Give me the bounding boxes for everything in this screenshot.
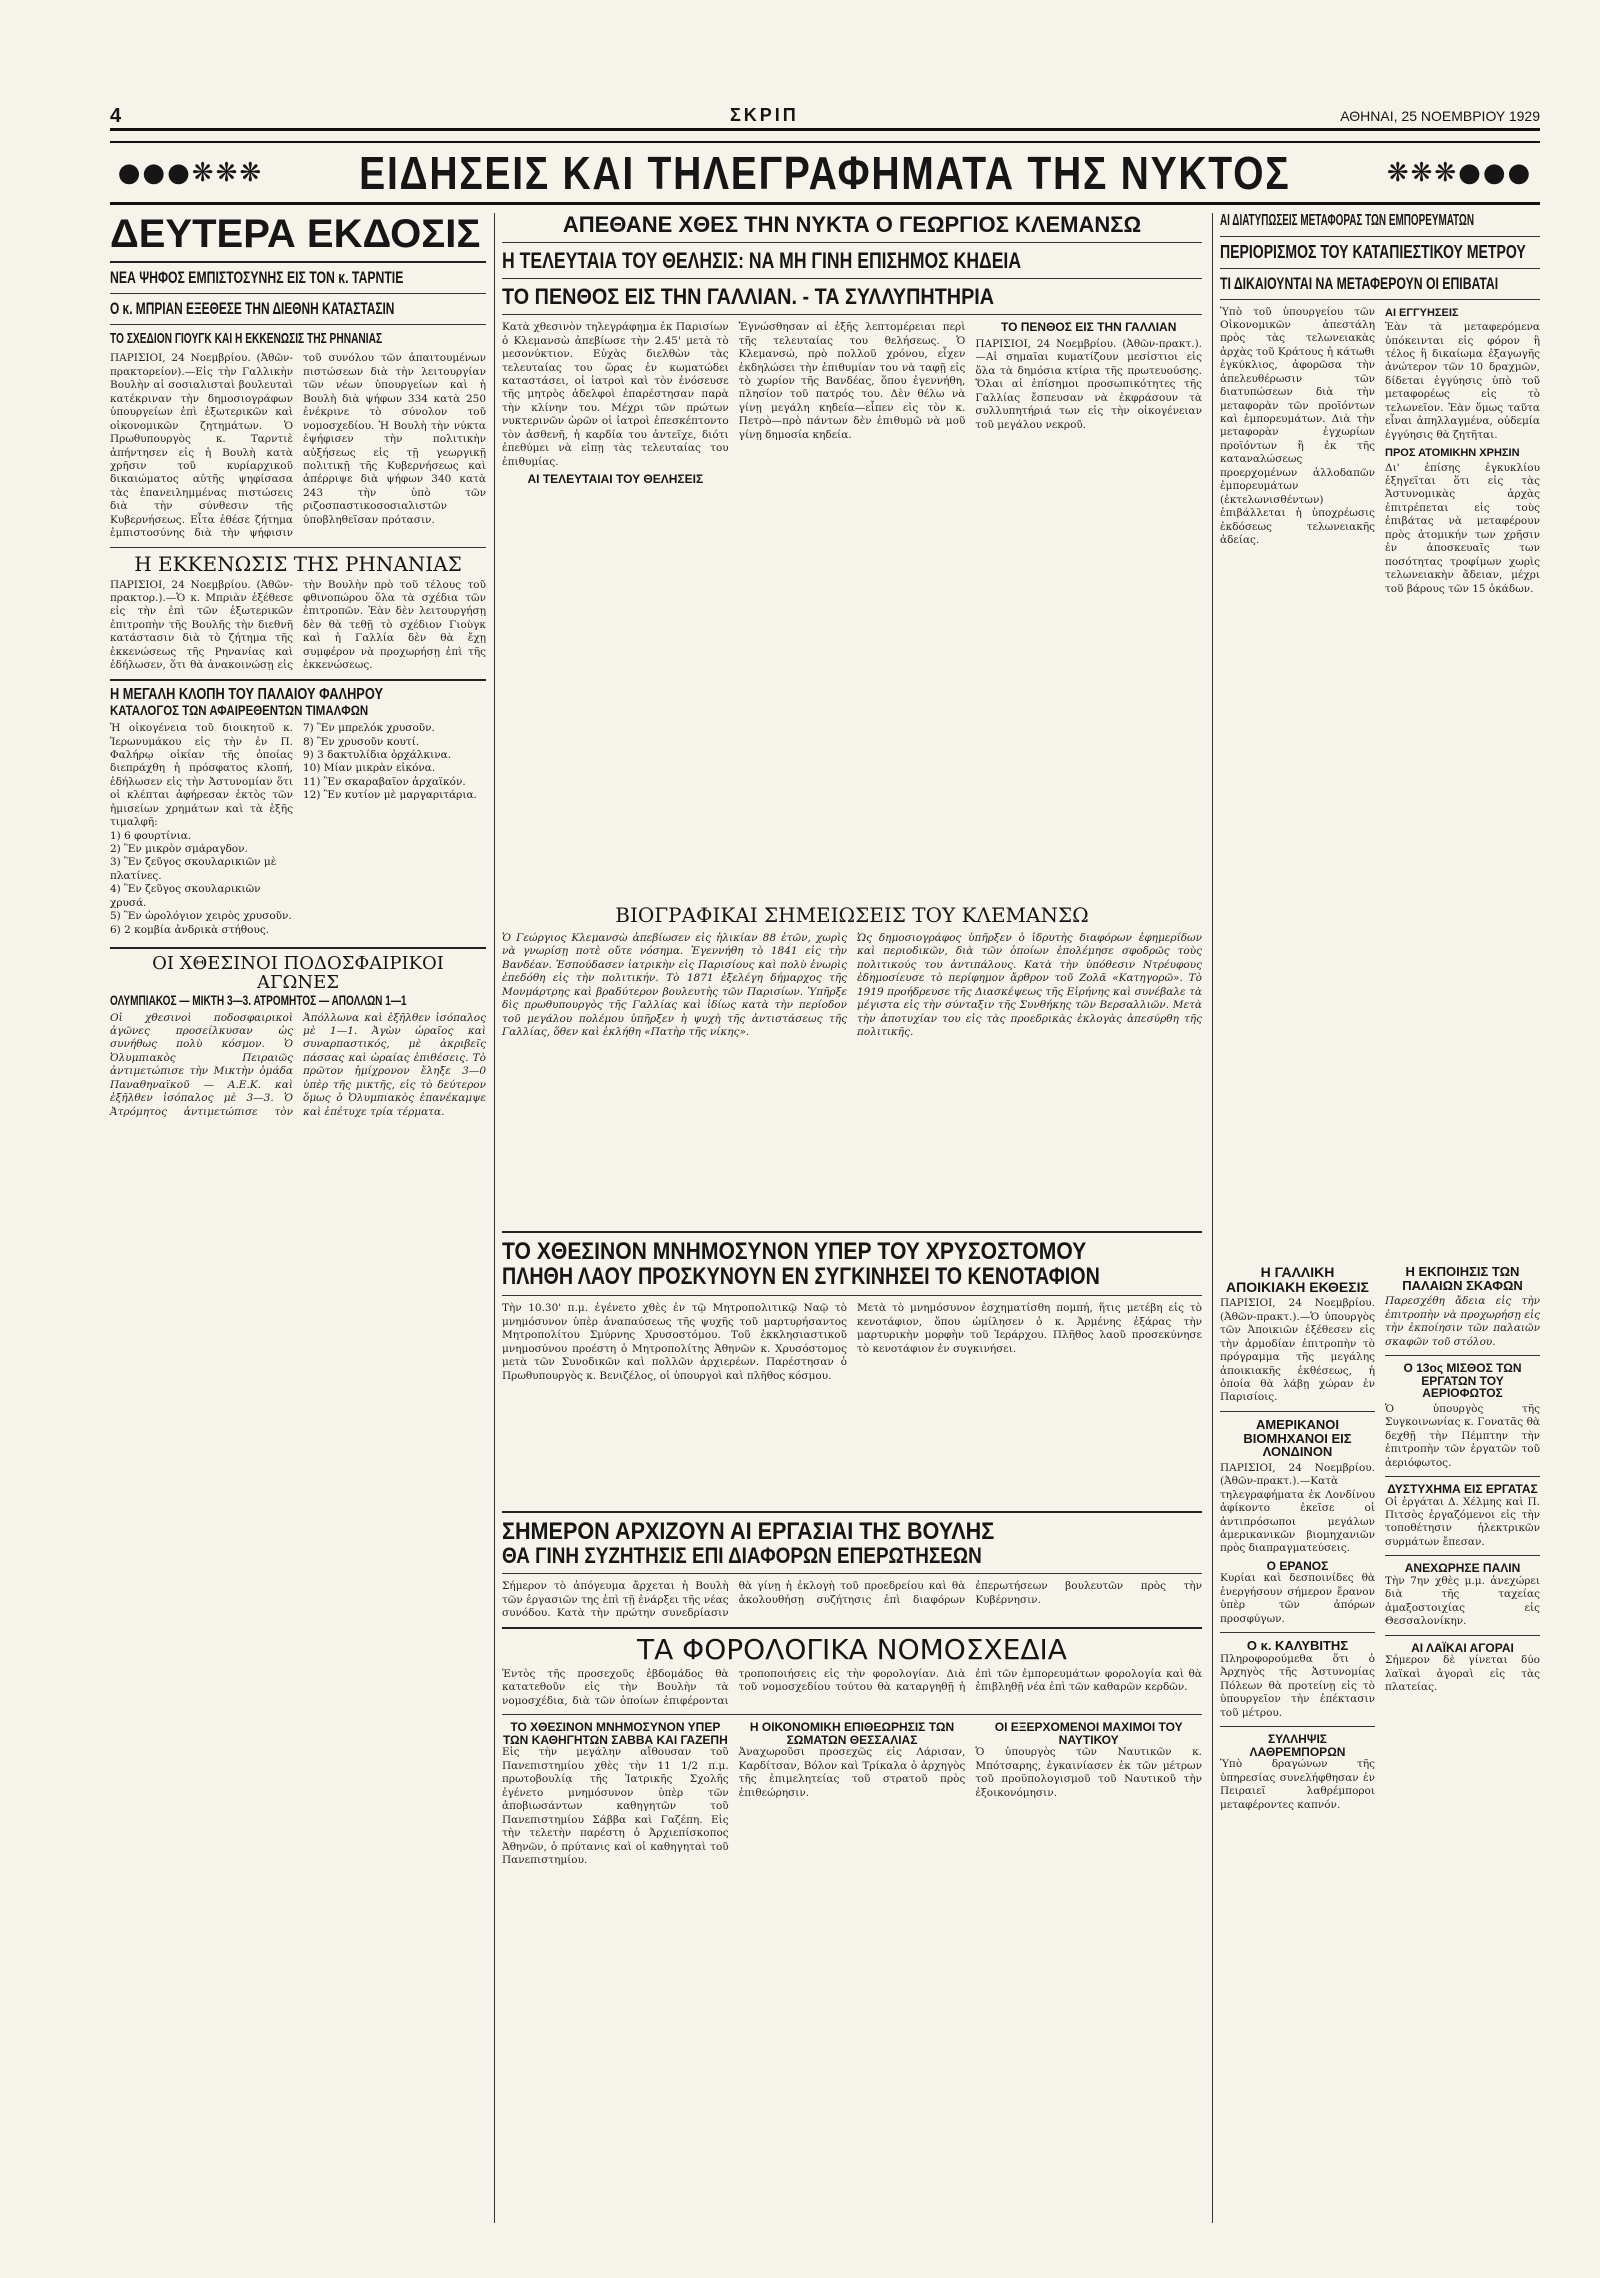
article-headline: ΑΜΕΡΙΚΑΝΟΙ ΒΙΟΜΗΧΑΝΟΙ ΕΙΣ ΛΟΝΔΙΝΟΝ	[1243, 1416, 1352, 1460]
article-headline: Η ΟΙΚΟΝΟΜΙΚΗ ΕΠΙΘΕΩΡΗΣΙΣ ΤΩΝ ΣΩΜΑΤΩΝ ΘΕΣΣΑΛΙΑΣ	[749, 1720, 955, 1747]
column-right-lower	[1220, 1265, 1540, 2215]
article-body: Ἐντὸς τῆς προσεχοῦς ἑβδομάδος θὰ κατατεθοῦν εἰς τὴν Βουλὴν τὰ νομοσχέδια, διὰ τῶν ὁποίων ἐπιφέρονται τροποποιήσεις εἰς τὴν φορολογίαν. Διὰ τοῦ νομοσχεδίου τούτου θὰ καταργηθῇ ἡ ἐπὶ τῶν ἐμπορευμάτων φορολογία καὶ θὰ ἐπιβληθῇ νέα ἐπὶ τῶν καθαρῶν κερδῶν.	[502, 1667, 1202, 1707]
article-body: Ὁ Γεώργιος Κλεμανσὼ ἀπεβίωσεν εἰς ἡλικίαν 88 ἐτῶν, χωρὶς νὰ γνωρίσῃ ποτὲ οὔτε νόσημα. Ἐγεννήθη τὸ 1841 εἰς τὴν Βανδέαν. Ἐσπούδασεν ἰατρικὴν εἰς Παρισίους καὶ πολὺ ἐνωρὶς ἐπεδόθη εἰς τὴν πολιτικήν. Τὸ 1871 ἐξελέγη δήμαρχος τῆς Μονμάρτρης καὶ βραδύτερον βουλευτὴς τῶν Παρισίων. Ὑπῆρξε δὶς πρωθυπουργὸς τῆς Γαλλίας καὶ ἰδίως κατὰ τὴν περίοδον τοῦ μεγάλου πολέμου ὑπῆρξεν ἡ ψυχὴ τῆς ἀντιστάσεως τῆς Γαλλίας, ὅθεν καὶ ἐκλήθη «Πατὴρ τῆς νίκης».	[502, 932, 847, 1039]
article-body: Οἱ χθεσινοὶ ποδοσφαιρικοὶ ἀγῶνες προσείλκυσαν ὡς συνήθως πολὺ κόσμον. Ὁ Ὀλυμπιακὸς Πειραιῶς ἀντιμετώπισε τὴν Μικτὴν ὁμάδα Παναθηναϊκοῦ — Α.Ε.Κ. καὶ ἐξῆλθεν ἰσόπαλος μὲ 3—3. Ὁ Ἀτρόμητος ἀντιμετώπισε τὸν Ἀπόλλωνα καὶ ἐξῆλθεν ἰσόπαλος μὲ 1—1. Ἀγὼν ὡραῖος καὶ συναρπαστικός, μὲ ἀκριβεῖς πάσσας καὶ ὡραίας ἐπιθέσεις. Τὸ πρῶτον ἡμίχρονον ἔληξε 3—0 ὑπὲρ τῆς μικτῆς, εἰς τὸ δεύτερον ὅμως ὁ Ὀλυμπιακὸς ἐπανέκαμψε καὶ ἐπέτυχε τρία τέρματα.	[110, 1011, 486, 1118]
article-subheadline: ΤΟ ΣΧΕΔΙΟΝ ΓΙΟΥΓΚ ΚΑΙ Η ΕΚΚΕΝΩΣΙΣ ΤΗΣ ΡΗΝΑΝΙΑΣ	[110, 329, 383, 347]
section-banner	[110, 141, 1540, 205]
list-item: 8) Ἓν χρυσοῦν κουτί.	[303, 735, 420, 748]
section-heading: ΑΙ ΕΓΓΥΗΣΕΙΣ	[1385, 306, 1459, 319]
article-headline: Η ΓΑΛΛΙΚΗ ΑΠΟΙΚΙΑΚΗ ΕΚΘΕΣΙΣ	[1226, 1264, 1369, 1295]
list-item: 12) Ἓν κυτίον μὲ μαργαριτάρια.	[303, 789, 477, 802]
article-headline: ΒΙΟΓΡΑΦΙΚΑΙ ΣΗΜΕΙΩΣΕΙΣ ΤΟΥ ΚΛΕΜΑΝΣΩ	[615, 903, 1089, 927]
article-headline: ΑΙ ΛΑΪΚΑΙ ΑΓΟΡΑΙ	[1411, 1640, 1514, 1655]
article-body: Ὑπὸ τοῦ ὑπουργείου τῶν Οἰκονομικῶν ἀπεστάλη πρὸς τὰς τελωνειακὰς ἀρχὰς τοῦ Κράτους ἡ κάτωθι ἐγκύκλιος, ἀφορῶσα τὴν ἀπελευθέρωσιν τῶν διατυπώσεων διὰ τὴν μεταφορὰν τῶν προϊόντων καὶ ἐμπορευμάτων. Διὰ τὴν μεταφορὰν ἐγχωρίων προϊόντων ἢ ἐκ τῆς καταναλώσεως προερχομένων ἀλλοδαπῶν ἐμπορευμάτων (ἐκτελωνισθέντων) ἐπιβάλλεται ἡ ὑποχρέωσις ἐκδόσεως τελωνειακῆς ἀδείας.	[1220, 305, 1375, 546]
lead-subheadline: ΤΟ ΠΕΝΘΟΣ ΕΙΣ ΤΗΝ ΓΑΛΛΙΑΝ. - ΤΑ ΣΥΛΛΥΠΗΤΗΡΙΑ	[502, 284, 995, 310]
column-rule	[494, 213, 495, 2223]
article-headline: ΑΝΕΧΩΡΗΣΕ ΠΑΛΙΝ	[1404, 1561, 1521, 1576]
list-item: 7) Ἓν μπρελόκ χρυσοῦν.	[303, 722, 435, 735]
list-item: 2) Ἓν μικρὸν σμάραγδον.	[110, 843, 248, 856]
article-subheadline: ΚΑΤΑΛΟΓΟΣ ΤΩΝ ΑΦΑΙΡΕΘΕΝΤΩΝ ΤΙΜΑΛΦΩΝ	[110, 702, 369, 719]
article-headline: ΔΥΣΤΥΧΗΜΑ ΕΙΣ ΕΡΓΑΤΑΣ	[1387, 1482, 1538, 1496]
article-body: ΠΑΡΙΣΙΟΙ, 24 Νοεμβρίου. (Ἀθῶν-πρακτορείον).—Εἰς τὴν Γαλλικὴν Βουλὴν αἱ σοσιαλισταὶ βουλευταὶ κατέκριναν τὴν δημοσιογράφων ὑπουργείων ἐπὶ ἐξωτερικῶν καὶ οἰκονομικῶν ζητημάτων. Ὁ Πρωθυπουργὸς κ. Ταρντιὲ ἀπήντησεν εἰς ἡ Βουλὴ κατὰ χρῆσιν τοῦ κυρίαρχικοῦ δικαιώματος αὐτῆς ψηφίσασα τὰς ἐπανειλημμένας πιστώσεις διὰ τὴν σύνθεσιν τῆς Κυβερνήσεως. Εἶτα ἐθέσε ζήτημα ἐμπιστοσύνης διὰ τὴν ψήφισιν τοῦ συνόλου τῶν ἀπαιτουμένων πιστώσεων διὰ τὴν λειτουργίαν τῶν νέων ὑπουργείων καὶ ἡ Βουλὴ διὰ ψήφων 334 κατὰ 250 ἐνέκρινε τὸ σύνολον τοῦ νομοσχεδίου. Ἡ Βουλὴ τὴν νύκτα ἐψήφισεν τὴν πολιτικὴν αὐξήσεως εἰς τῇ γεωργικῇ πολιτικῇ τῆς Κυβερνήσεως καὶ ἀπέρριψε διὰ ψήφων 340 κατὰ 243 τὴν ὑπὸ τῶν ριζοσπαστικοσοσιαλιστῶν ὑποβληθεῖσαν πρότασιν.	[110, 352, 486, 540]
edition-heading: ΔΕΥΤΕΡΑ ΕΚΔΟΣΙΣ	[110, 212, 481, 256]
article-headline: ΣΗΜΕΡΟΝ ΑΡΧΙΖΟΥΝ ΑΙ ΕΡΓΑΣΙΑΙ ΤΗΣ ΒΟΥΛΗΣ	[502, 1518, 995, 1545]
article-body: Ἐὰν τὰ μεταφερόμενα ὑπόκεινται εἰς φόρον ἢ τέλος ἢ δικαίωμα ἐξαγωγῆς ἀνώτερον τῶν 10 δραχμῶν, δίδεται ἐγγύησις ὑπὸ τοῦ μεταφορέως εἰς τὸ τελωνεῖον. Ἐὰν ὅμως ταῦτα εἶναι ἀπηλλαγμένα, οὐδεμία ἐγγύησις θὰ ζητῆται.	[1385, 321, 1540, 441]
column-left	[110, 213, 486, 2223]
lead-subheadline: Η ΤΕΛΕΥΤΑΙΑ ΤΟΥ ΘΕΛΗΣΙΣ: ΝΑ ΜΗ ΓΙΝΗ ΕΠΙΣΗΜΟΣ ΚΗΔΕΙΑ	[502, 248, 1022, 274]
lead-headline: ΑΠΕΘΑΝΕ ΧΘΕΣ ΤΗΝ ΝΥΚΤΑ Ο ΓΕΩΡΓΙΟΣ ΚΛΕΜΑΝΣΩ	[562, 212, 1142, 237]
list-item: 6) 2 κομβία ἀνδρικὰ στήθους.	[110, 923, 270, 936]
article-body: Ἀναχωροῦσι προσεχῶς εἰς Λάρισαν, Καρδίτσαν, Βόλον καὶ Τρίκαλα ὁ ἀρχηγὸς τῆς ἐπιμελητείας τοῦ στρατοῦ πρὸς ἐπιθεώρησιν.	[738, 1746, 966, 1799]
article-body: ΠΑΡΙΣΙΟΙ, 24 Νοεμβρίου. (Ἀθῶν-πρακτορ.).—Ὁ κ. Μπριὰν ἐξέθεσε εἰς τὴν ἐπὶ τῶν ἐξωτερικῶν ἐπιτροπὴν τῆς Βουλῆς τὴν διεθνῆ κατάστασιν διὰ τὸ ζήτημα τῆς ἐκκενώσεως τῆς Ρηνανίας καὶ ἐδήλωσεν, ὅτι θὰ ἀνακοινώσῃ εἰς τὴν Βουλὴν πρὸ τοῦ τέλους τοῦ φθινοπώρου ὅλα τὰ σχέδια τῶν ἐπιτροπῶν. Ἐὰν δὲν λειτουργήσῃ δὲν θὰ τεθῇ τὸ σχέδιον Γιοὺγκ καὶ ἡ Γαλλία δὲν θὰ ἔχῃ συμφέρον νὰ προχωρήσῃ ἐπὶ τῆς ἐκκενώσεως.	[110, 578, 486, 672]
newspaper-page	[110, 105, 1540, 2225]
article-body: Ὁ ὑπουργὸς τῶν Ναυτικῶν κ. Μπότσαρης, ἐγκαινίασεν ἐκ τῶν μέτρων τοῦ προϋπολογισμοῦ τοῦ Ναυτικοῦ τὴν ἐξοικονόμησιν.	[975, 1746, 1203, 1799]
article-body: Μετὰ τὸ μνημόσυνον ἐσχηματίσθη πομπή, ἥτις μετέβη εἰς τὸ κενοτάφιον, ὅπου ὡμίλησεν ὁ κ. Ἀρμένης ἐξάρας τὴν μαρτυρικὴν μορφὴν τοῦ Ἱεράρχου. Πλῆθος λαοῦ προσεκύνησε τὸ κενοτάφιον ἐν συγκινήσει.	[857, 1302, 1202, 1355]
article-subheadline: ΠΛΗΘΗ ΛΑΟΥ ΠΡΟΣΚΥΝΟΥΝ ΕΝ ΣΥΓΚΙΝΗΣΕΙ ΤΟ ΚΕΝΟΤΑΦΙΟΝ	[502, 1263, 1100, 1291]
article-headline: ΣΥΛΛΗΨΙΣ ΛΑΘΡΕΜΠΟΡΩΝ	[1249, 1732, 1346, 1759]
article-body: Οἱ ἐργάται Δ. Χέλμης καὶ Π. Πιτσὸς ἐργαζόμενοι εἰς τὴν τοποθέτησιν ἠλεκτρικῶν συρμάτων ἔπεσαν.	[1385, 1495, 1540, 1548]
column-right	[1220, 213, 1540, 1313]
article-subheadline: Ο κ. ΜΠΡΙΑΝ ΕΞΕΘΕΣΕ ΤΗΝ ΔΙΕΘΝΗ ΚΑΤΑΣΤΑΣΙΝ	[110, 298, 395, 318]
section-heading: Ο ΕΡΑΝΟΣ	[1266, 1558, 1329, 1573]
banner-title: ΕΙΔΗΣΕΙΣ ΚΑΙ ΤΗΛΕΓΡΑΦΗΜΑΤΑ ΤΗΣ ΝΥΚΤΟΣ	[359, 146, 1291, 199]
article-body: Σήμερον τὸ ἀπόγευμα ἄρχεται ἡ Βουλὴ τῶν ἐργασιῶν της ἐπὶ τῇ ἐνάρξει τῆς νέας συνόδου. Κατὰ τὴν πρώτην συνεδρίασιν θὰ γίνῃ ἡ ἐκλογὴ τοῦ προεδρείου καὶ θὰ ἀκολουθήσῃ συζήτησις ἐπὶ διαφόρων ἐπερωτήσεων βουλευτῶν πρὸς τὴν Κυβέρνησιν.	[502, 1580, 1202, 1620]
column-center-top	[502, 213, 1202, 873]
article-headline: ΝΕΑ ΨΗΦΟΣ ΕΜΠΙΣΤΟΣΥΝΗΣ ΕΙΣ ΤΟΝ κ. ΤΑΡΝΤΙΕ	[110, 268, 404, 287]
article-body: ΠΑΡΙΣΙΟΙ, 24 Νοεμβρίου. (Ἀθῶν-πρακτ.).—Αἱ σημαῖαι κυματίζουν μεσίστιοι εἰς ὅλα τὰ δημόσια κτίρια τῆς πρωτευούσης. Ὅλαι αἱ ἐπίσημοι προσωπικότητες τῆς Γαλλίας ἔσπευσαν νὰ ἐκφράσουν τὰ συλλυπητήριά των εἰς τὴν οἰκογένειαν τοῦ μεγάλου νεκροῦ.	[975, 337, 1203, 431]
list-item: 10) Μίαν μικρὰν εἰκόνα.	[303, 762, 436, 775]
article-body: Ἐγνώσθησαν αἱ ἑξῆς λεπτομέρειαι περὶ τῆς τελευταίας του θελήσεως. Ὁ Κλεμανσώ, πρὸ πολλοῦ χρόνου, εἶχεν ἐκδηλώσει τὴν ἐπιθυμίαν του νὰ ταφῇ εἰς τὸ χωρίον τῆς Βανδέας, ὅπου ἐγεννήθη, πλησίον τοῦ πατρός του. Δὲν θέλω νὰ γίνῃ μεγάλη κηδεία—εἶπεν εἰς τὸν κ. Πετρὸ—πρὸ πάντων δὲν ἐπιθυμῶ νὰ μοῦ γίνῃ δημοσία κηδεία.	[738, 321, 966, 441]
article-body: Ὁ ὑπουργὸς τῆς Συγκοινωνίας κ. Γονατᾶς θὰ δεχθῇ τὴν Πέμπτην τὴν ἐπιτροπὴν τῶν ἐργατῶν τοῦ ἀεριόφωτος.	[1385, 1402, 1540, 1469]
section-heading: ΑΙ ΤΕΛΕΥΤΑΙΑΙ ΤΟΥ ΘΕΛΗΣΕΙΣ	[527, 472, 704, 487]
article-headline: Ο κ. ΚΑΛΥΒΙΤΗΣ	[1246, 1638, 1349, 1654]
article-body: Κυρίαι καὶ δεσποινίδες θὰ ἐνεργήσουν σήμερον ἔρανον ὑπὲρ τῶν ἀπόρων προσφύγων.	[1220, 1572, 1375, 1625]
ornament-right-icon: ❋❋❋●●●	[1386, 157, 1533, 188]
list-item: 9) 3 δακτυλίδια ὁρχάλκινα.	[303, 748, 452, 761]
article-body: Κατὰ χθεσινὸν τηλεγράφημα ἐκ Παρισίων ὁ Κλεμανσὼ ἀπεβίωσε τὴν 2.45' μετὰ τὸ μεσονύκτιον. Εὐχὰς διελθὼν τὰς τελευταίας του ὥρας ἐν κωματώδει καταστάσει, οἱ ἰατροὶ καὶ τὸν ἐνόσευσε τῆς μητρὸς ἀδελφοὶ ἐπαρέστησαν παρὰ τὴν κλίνην του. Μέχρι τῶν πρώτων νυκτερινῶν ὡρῶν οἱ ἰατροὶ ἐπεσκέπτοντο τὸν ἀσθενῆ, ἡ καρδία του ἀντεῖχε, διότι ἐπεθύμει νὰ εἰπῃ τὰς τελευταίας του ἐπιθυμίας.	[502, 321, 729, 468]
article-headline: ΟΙ ΧΘΕΣΙΝΟΙ ΠΟΔΟΣΦΑΙΡΙΚΟΙ ΑΓΩΝΕΣ	[152, 953, 444, 993]
article-body: Ὡς δημοσιογράφος ὑπῆρξεν ὁ ἱδρυτὴς διαφόρων ἐφημερίδων καὶ περιοδικῶν, διὰ τῶν ὁποίων ἐπολέμησε σφοδρῶς τοὺς πολιτικούς του ἀντιπάλους. Κατὰ τὴν ὑπόθεσιν Ντρέυφους ἐδημοσίευσε τὸ περίφημον ἄρθρον τοῦ Ζολᾶ «Κατηγορῶ». Τὸ 1919 προήδρευσε τῆς Διασκέψεως τῆς Εἰρήνης καὶ συνέβαλε τὰ μέγιστα εἰς τὴν σύνταξιν τῆς Συνθήκης τῶν Βερσαλλιῶν. Μετὰ τὴν ἀποτυχίαν του εἰς τὰς προεδρικὰς ἐκλογὰς ἀπεσύρθη τῆς πολιτικῆς.	[857, 932, 1202, 1039]
column-center-lower	[502, 1505, 1202, 2205]
article-body: Τὴν 7ην χθὲς μ.μ. ἀνεχώρει διὰ τῆς ταχείας ἁμαξοστοιχίας εἰς Θεσσαλονίκην.	[1385, 1574, 1540, 1628]
biography-section	[502, 905, 1202, 1225]
article-headline: ΤΟ ΧΘΕΣΙΝΟΝ ΜΝΗΜΟΣΥΝΟΝ ΥΠΕΡ ΤΩΝ ΚΑΘΗΓΗΤΩΝ ΣΑΒΒΑ ΚΑΙ ΓΑΖΕΠΗ	[502, 1720, 728, 1747]
article-body: ΠΑΡΙΣΙΟΙ, 24 Νοεμβρίου. (Ἀθῶν-πρακτ.).—Ὁ ὑπουργὸς τῶν Ἀποικιῶν ἐξέθεσεν εἰς τὴν ἀρμοδίαν ἐπιτροπὴν τὸ πρόγραμμα τῆς μεγάλης ἀποικιακῆς ἐκθέσεως, ἡ ὁποία θὰ λάβῃ χώραν ἐν Παρισίοις.	[1220, 1297, 1375, 1404]
article-subheadline: ΟΛΥΜΠΙΑΚΟΣ — ΜΙΚΤΗ 3—3. ΑΤΡΟΜΗΤΟΣ — ΑΠΟΛΛΩΝ 1—1	[110, 991, 407, 1008]
section-heading: ΤΟ ΠΕΝΘΟΣ ΕΙΣ ΤΗΝ ΓΑΛΛΙΑΝ	[1000, 320, 1177, 335]
article-body: Ἡ οἰκογένεια τοῦ διοικητοῦ κ. Ἱερωνυμάκου εἰς τὴν ἐν Π. Φαλήρῳ οἰκίαν τῆς ὁποίας διεπράχθη ἡ πρόσφατος κλοπή, ἐδήλωσεν εἰς τὴν Ἀστυνομίαν ὅτι οἱ κλέπται ἀφήρεσαν ἐκτὸς τῶν ἡμισείων χρημάτων καὶ τὰ ἑξῆς τιμαλφῆ:	[110, 722, 293, 829]
article-body: Σήμερον δὲ γίνεται δύο λαϊκαὶ ἀγοραὶ εἰς τὰς πλατείας.	[1385, 1654, 1540, 1694]
article-headline: ΤΟ ΧΘΕΣΙΝΟΝ ΜΝΗΜΟΣΥΝΟΝ ΥΠΕΡ ΤΟΥ ΧΡΥΣΟΣΤΟΜΟΥ	[502, 1238, 1087, 1265]
article-headline: Ο 13ος ΜΙΣΘΟΣ ΤΩΝ ΕΡΓΑΤΩΝ ΤΟΥ ΑΕΡΙΟΦΩΤΟΣ	[1403, 1361, 1522, 1401]
article-subheadline: ΘΑ ΓΙΝΗ ΣΥΖΗΤΗΣΙΣ ΕΠΙ ΔΙΑΦΟΡΩΝ ΕΠΕΡΩΤΗΣΕΩΝ	[502, 1543, 982, 1569]
article-subheadline: ΠΕΡΙΟΡΙΣΜΟΣ ΤΟΥ ΚΑΤΑΠΙΕΣΤΙΚΟΥ ΜΕΤΡΟΥ	[1220, 241, 1526, 262]
article-body: ΠΑΡΙΣΙΟΙ, 24 Νοεμβρίου. (Ἀθῶν-πρακτ.).—Κατὰ τηλεγραφήματα ἐκ Λονδίνου ἀφίκοντο ἐκεῖσε οἱ ἀντιπρόσωποι μεγάλων ἀμερικανικῶν βιομηχανιῶν πρὸς διαπραγματεύσεις.	[1220, 1461, 1375, 1555]
section-heading: Η ΕΚΚΕΝΩΣΙΣ ΤΗΣ ΡΗΝΑΝΙΑΣ	[134, 551, 462, 576]
article-body: Εἰς τὴν μεγάλην αἴθουσαν τοῦ Πανεπιστημίου χθὲς τὴν 11 1/2 π.μ. πρωτοβουλίᾳ τῆς Ἰατρικῆς Σχολῆς ἐγένετο μνημόσυνον ὑπὲρ τῶν ἀποβιωσάντων καθηγητῶν τοῦ Πανεπιστημίου Σάββα καὶ Γαζέπη. Εἰς τὴν τελετὴν παρέστη ὁ Ἀρχιεπίσκοπος Ἀθηνῶν, ὁ πρύτανις καὶ οἱ καθηγηταὶ τοῦ Πανεπιστημίου.	[502, 1746, 729, 1866]
article-headline: ΑΙ ΔΙΑΤΥΠΩΣΕΙΣ ΜΕΤΑΦΟΡΑΣ ΤΩΝ ΕΜΠΟΡΕΥΜΑΤΩΝ	[1220, 212, 1475, 229]
column-rule	[1212, 213, 1213, 2223]
ornament-left-icon: ●●●❋❋❋	[117, 157, 264, 188]
masthead	[110, 105, 1540, 131]
article-headline: ΟΙ ΕΞΕΡΧΟΜΕΝΟΙ ΜΑΧΙΜΟΙ ΤΟΥ ΝΑΥΤΙΚΟΥ	[994, 1720, 1183, 1747]
article-headline: Η ΕΚΠΟΙΗΣΙΣ ΤΩΝ ΠΑΛΑΙΩΝ ΣΚΑΦΩΝ	[1402, 1264, 1523, 1293]
page-number: 4	[110, 105, 122, 127]
list-item: 11) Ἓν σκαραβαῖον ἀρχαϊκόν.	[303, 775, 466, 788]
article-body: Τὴν 10.30' π.μ. ἐγένετο χθὲς ἐν τῷ Μητροπολιτικῷ Ναῷ τὸ μνημόσυνον ὑπὲρ ἀναπαύσεως τῆς ψυχῆς τοῦ μαρτυρήσαντος Μητροπολίτου Σμύρνης Χρυσοστόμου. Τοῦ ἐκκλησιαστικοῦ μνημοσύνου προέστη ὁ Μητροπολίτης Ἀθηνῶν κ. Χρυσόστομος μετὰ τῶν Συνοδικῶν καὶ πολλῶν ἀρχιερέων. Παρέστησαν ὁ Πρωθυπουργὸς κ. Βενιζέλος, οἱ ὑπουργοὶ καὶ πλῆθος κόσμου.	[502, 1302, 847, 1382]
list-item: 4) Ἓν ζεῦγος σκουλαρικιῶν χρυσά.	[110, 883, 261, 909]
article-body: Ὑπὸ δραγώνων τῆς ὑπηρεσίας συνελήφθησαν ἐν Πειραιεῖ λαθρέμποροι μεταφέροντες καπνόν.	[1220, 1758, 1375, 1811]
list-item: 5) Ἓν ὡρολόγιον χειρὸς χρυσοῦν.	[110, 910, 292, 923]
article-body: Δι' ἐπίσης ἐγκυκλίου ἐξηγεῖται ὅτι εἰς τὰς Ἀστυνομικὰς ἀρχὰς ἐπιτρέπεται εἰς τοὺς ἐπιβάτας νὰ μεταφέρουν πρὸς ἀτομικήν των χρῆσιν ἐν ἀποσκευαῖς των ποσότητας τροφίμων χωρὶς τελωνειακὴν ἄδειαν, μέχρι τοῦ βάρους τῶν 15 ὀκάδων.	[1385, 461, 1540, 595]
article-body: Παρεσχέθη ἄδεια εἰς τὴν ἐπιτροπὴν νὰ προχωρήσῃ εἰς τὴν ἐκποίησιν τῶν παλαιῶν σκαφῶν τοῦ στόλου.	[1385, 1295, 1540, 1348]
article-body: Πληροφορούμεθα ὅτι ὁ Ἀρχηγὸς τῆς Ἀστυνομίας Πόλεων θὰ προτείνῃ εἰς τὸ ὑπουργεῖον τὴν ἐπέκτασιν τοῦ μέτρου.	[1220, 1652, 1375, 1719]
memorial-section	[502, 1225, 1202, 1485]
issue-date: ΑΘΗΝΑΙ, 25 ΝΟΕΜΒΡΙΟΥ 1929	[1340, 108, 1540, 124]
section-heading: ΠΡΟΣ ΑΤΟΜΙΚΗΝ ΧΡΗΣΙΝ	[1385, 447, 1520, 460]
list-item: 1) 6 φουρτίνια.	[110, 829, 192, 842]
article-headline: Η ΜΕΓΑΛΗ ΚΛΟΠΗ ΤΟΥ ΠΑΛΑΙΟΥ ΦΑΛΗΡΟΥ	[110, 685, 383, 703]
article-subheadline: ΤΙ ΔΙΚΑΙΟΥΝΤΑΙ ΝΑ ΜΕΤΑΦΕΡΟΥΝ ΟΙ ΕΠΙΒΑΤΑΙ	[1220, 273, 1499, 293]
list-item: 3) Ἓν ζεῦγος σκουλαρικιῶν μὲ πλατίνες.	[110, 856, 277, 882]
article-headline: ΤΑ ΦΟΡΟΛΟΓΙΚΑ ΝΟΜΟΣΧΕΔΙΑ	[637, 1632, 1067, 1666]
newspaper-name: ΣΚΡΙΠ	[730, 105, 799, 125]
